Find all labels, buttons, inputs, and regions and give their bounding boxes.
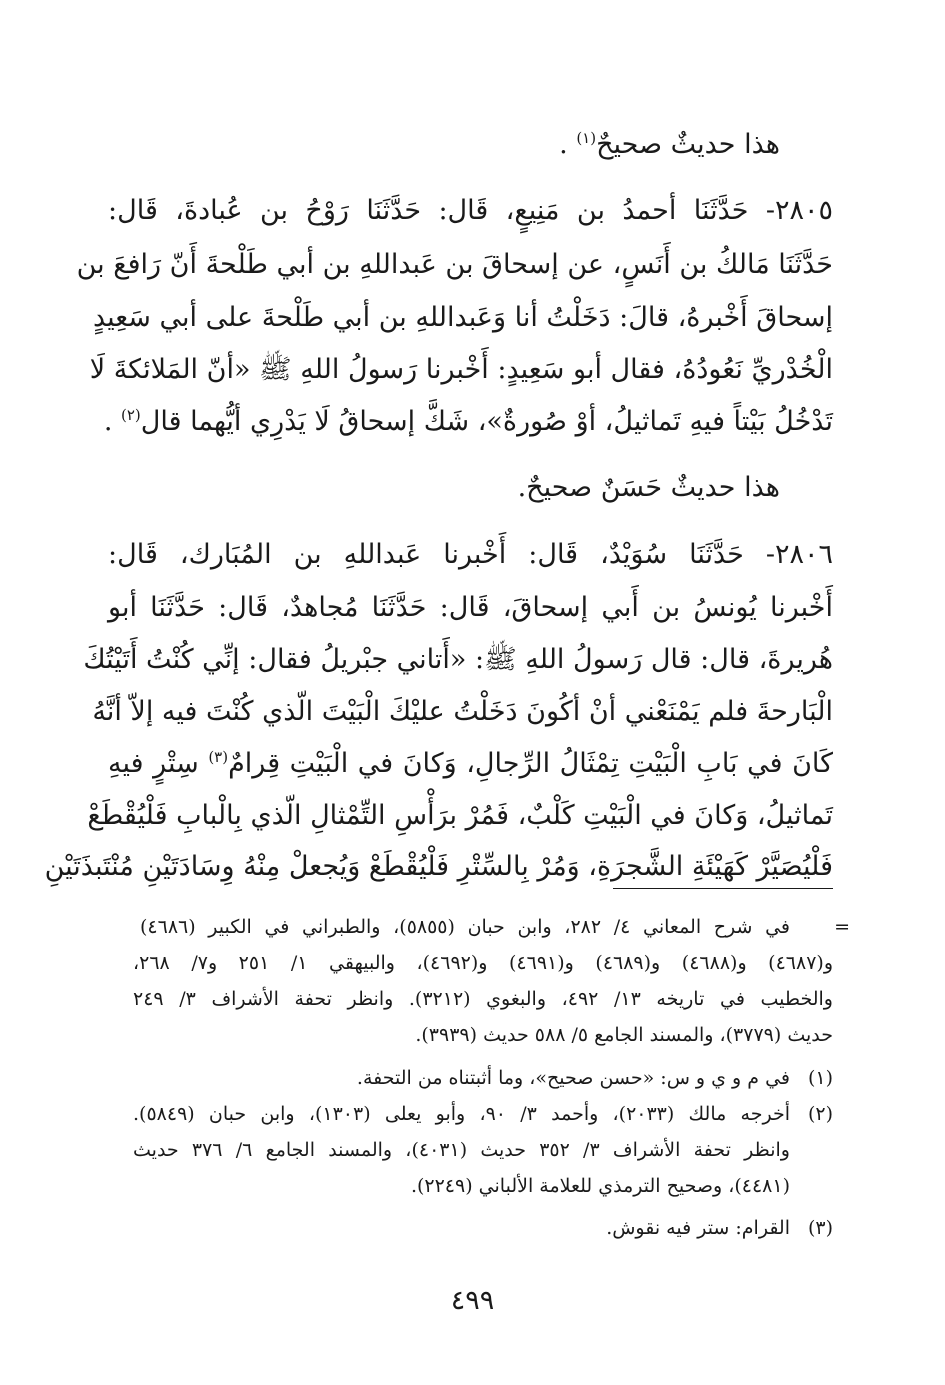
footnote-1-text: في م و ي و س: «حسن صحيح»، وما أثبتناه من التحفة. [356,1067,790,1089]
hadith-2805-line-5 [104,402,833,442]
footnote-ref: (٣) [208,748,229,766]
hadith-verdict-2: هذا حديثٌ حَسَنٌ صحيحٌ. [517,472,780,503]
hadith-2806-line-1: ٢٨٠٦- حَدَّثَنَا سُوَيْدٌ، قَال: أَخْبرنا عَبداللهِ بن المُبَارك، قَال: [108,539,833,570]
hadith-2806-line-6: تَماثيلُ، وَكانَ في الْبَيْتِ كَلْبٌ، فَمُرْ برَأْسِ التِّمْثالِ الّذي بِالْبابِ فَلْيُقْطَعْ [87,800,833,831]
hadith-2805-line-4: الْخُدْريِّ نَعُودُهُ، فقال أبو سَعِيدٍ: أَخْبرنا رَسولُ اللهِ ﷺ «أنّ المَلائكةَ لَا [89,354,833,385]
verdict-tail: . [559,129,577,160]
verdict-text: هذا حديثٌ صحيحٌ [596,129,780,160]
hadith-2805-line-1: ٢٨٠٥- حَدَّثَنَا أحمدُ بن مَنِيعٍ، قَال: حَدَّثَنَا رَوْحُ بن عُبادةَ، قَال: [108,195,833,226]
hadith-verdict [559,125,780,165]
line-tail: . [103,406,121,437]
footnote-3-text: القرام: ستر فيه نقوش. [606,1217,790,1239]
footnote-3-mark: (٣) [807,1217,833,1239]
footnote-2-line-3: (٤٤٨١)، وصحيح الترمذي للعلامة الألباني (٢٢٤٩). [410,1175,790,1197]
footnote-ref: (٢) [121,406,141,424]
hadith-2806-line-2: أَخْبرنا يُونسُ بن أَبي إسحاقَ، قَال: حَدَّثَنَا مُجاهدٌ، قَال: حَدَّثَنَا أبو [108,592,833,623]
line-text: تَدْخُلُ بَيْتاً فيهِ تَماثيلُ، أوْ صُورةٌ»، شَكَّ إسحاقُ لَا يَدْرِي أيُّهما قال [140,406,833,437]
footnote-continuation-line-3: والخطيب في تاريخه ١٣/ ٤٩٢، والبغوي (٣٢١٢). وانظر تحفة الأشراف ٣/ ٢٤٩ [133,988,833,1010]
hadith-2806-line-5 [108,744,833,784]
line-text: كَانَ في بَابِ الْبَيْتِ تِمْثَالُ الرِّجالِ، وَكانَ في الْبَيْتِ قِرامٌ [228,748,833,779]
hadith-2805-line-3: إسحاقَ أَخْبرهُ، قالَ: دَخَلْتُ أنا وَعَبداللهِ بن أبي طَلْحةَ على أبي سَعِيدٍ [92,302,833,333]
page-number: ٤٩٩ [450,1285,495,1316]
line-tail: سِتْرٍ فيهِ [108,748,209,779]
footnote-separator [613,888,833,889]
hadith-2806-line-3: هُريرةَ، قال: قال رَسولُ اللهِ ﷺ: «أَتاني جبْريلُ فقال: إنِّي كُنْتُ أَتَيْتُكَ [83,644,833,675]
footnote-1-mark: (١) [807,1067,833,1089]
hadith-2806-line-7: فَلْيُصَيَّرْ كَهَيْئَةِ الشَّجرَةِ، وَمُرْ بِالسِّتْرِ فَلْيُقْطَعْ وَيُجعلْ مِنْهُ وِسَادَتَيْنِ مُنْتَبذَتَيْنِ [44,851,833,882]
footnote-ref: (١) [576,129,597,147]
footnote-continuation-line-2: و(٤٦٨٧) و(٤٦٨٨) و(٤٦٨٩) و(٤٦٩١) و(٤٦٩٢)، والبيهقي ١/ ٢٥١ و٧/ ٢٦٨، [133,952,834,974]
hadith-2806-line-4: الْبَارحةَ فلم يَمْنَعْني أنْ أكُونَ دَخَلْتُ عليْكَ الْبَيْتَ الّذي كُنْتَ فيه إلاّ أنَّهُ [92,696,833,727]
continuation-mark: = [834,916,850,938]
footnote-2-mark: (٢) [807,1103,833,1125]
footnote-continuation-line-1: في شرح المعاني ٤/ ٢٨٢، وابن حبان (٥٨٥٥)، والطبراني في الكبير (٤٦٨٦) [140,916,791,938]
footnote-2-line-2: وانظر تحفة الأشراف ٣/ ٣٥٢ حديث (٤٠٣١)، والمسند الجامع ٦/ ٣٧٦ حديث [133,1139,790,1161]
hadith-2805-line-2: حَدَّثَنَا مَالكُ بن أَنَسٍ، عن إسحاقَ بن عَبداللهِ بن أبي طَلْحةَ أَنّ رَافعَ بن [76,249,833,280]
footnote-2-line-1: أخرجه مالك (٢٠٣٣)، وأحمد ٣/ ٩٠، وأبو يعلى (١٣٠٣)، وابن حبان (٥٨٤٩). [133,1103,790,1125]
footnote-continuation-line-4: حديث (٣٧٧٩)، والمسند الجامع ٥/ ٥٨٨ حديث (٣٩٣٩). [415,1024,833,1046]
